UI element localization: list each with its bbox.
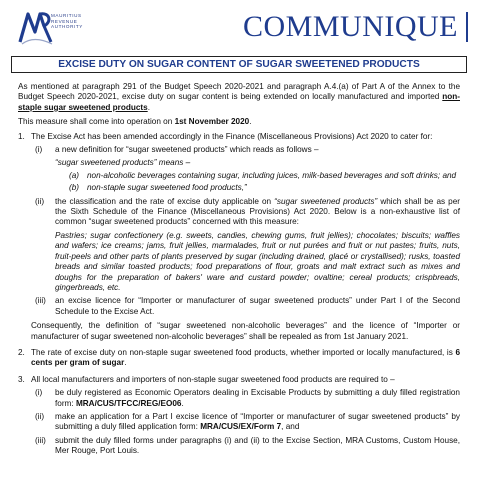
section-1-number: 1. [18,131,25,141]
definition-head: “sugar sweetened products” means – [55,158,191,168]
section-3-item-i [31,388,460,409]
application-form-code: MRA/CUS/EX/Form 7 [200,422,282,432]
registration-form-code: MRA/CUS/TFCC/REG/EO06 [75,398,182,408]
item-ii-italic: “sugar sweetened products” [274,196,378,206]
intro-emphasis: non-staple sugar sweetened products [18,92,460,112]
section-2-number: 2. [18,347,25,357]
header [0,0,480,54]
section-3-item-ii [31,412,460,433]
definition-b-text: non-staple sugar sweetened food products,” [87,183,247,193]
intro-text: As mentioned at paragraph 291 of the Budget Speech 2020-2021 and paragraph A.4.(a) of Part A of the Annex to the Budget Speech 2020-2021, excise duty on sugar content is being extended on locally manufactured and imported [18,82,460,102]
s3-item-ii-end: , and [281,422,300,432]
s3-item-ii-text: make an application for a Part I excise licence of “Importer or manufacturer of sugar sweetened products” by submitting a duly filled application form: [55,411,460,432]
definition-a [55,171,460,181]
logo-line-2: REVENUE [51,18,78,24]
logo-wordmark [51,13,83,30]
s3-item-i-end: . [181,398,184,408]
section-2 [18,348,460,369]
section-2-text: The rate of excise duty on non-staple sugar sweetened food products, whether imported or locally manufactured, is [31,347,456,357]
products-list: Pastries; sugar confectionery (e.g. sweets, candies, chewing gums, fruit jellies); chocolates; biscuits; waffles and wafers; ice creams; jams, fruit jellies, marmalades, fruit or nut purées and fruit or nut pastes; fruits, nuts, fruit-peels and other parts of plants preserved by sugar (including drained, glacé or crystallised); rusks, toasted breads and similar toasted products; food preparations of flour, groats and malt extract such as mixes and doughs for the preparation of bakers' ware and custard powder; ovaltine; cereal products; crispbreads, gingerbreads, etc. [55,230,460,292]
document-body [18,82,460,457]
section-3-text: All local manufacturers and importers of non-staple sugar sweetened food products are required to – [31,374,395,384]
logo-line-3: AUTHORITY [51,24,83,30]
section-1-item-ii [31,197,460,294]
s3-item-i-number: (i) [35,388,43,398]
section-2-rate: 6 cents per gram of sugar [31,347,460,368]
section-3 [18,375,460,457]
effective-date-paragraph [18,117,460,127]
intro-end: . [147,102,150,112]
effective-date: 1st November 2020 [174,117,250,127]
item-ii-text-2: which shall be as per the Sixth Schedule of the Finance (Miscellaneous Provisions) Act 2020. Below is a non-exhaustive list of common “sugar sweetened products” concerned with this measure: [55,196,460,227]
logo-line-1: MAURITIUS [51,13,82,18]
effective-text: This measure shall come into operation on [18,117,175,127]
section-1-text: The Excise Act has been amended accordingly in the Finance (Miscellaneous Provisions) Act 2020 to cater for: [31,131,433,141]
s3-item-iii-number: (iii) [35,435,46,445]
consequently-paragraph: Consequently, the definition of “sugar sweetened non-alcoholic beverages” and the licence of “Importer or manufacturer of sugar sweetened non-alcoholic beverages” shall be repealed as from 1st January 2021. [31,321,460,341]
document-title: EXCISE DUTY ON SUGAR CONTENT OF SUGAR SWEETENED PRODUCTS [11,56,467,73]
communique-heading: COMMUNIQUE [243,10,458,43]
s3-item-ii-number: (ii) [35,411,45,421]
item-iii-text: an excise licence for “Importer or manufacturer of sugar sweetened products” under Part I of the Second Schedule to the Excise Act. [55,296,460,316]
intro-paragraph [18,82,460,113]
header-accent-bar [466,12,468,42]
definition-a-number: (a) [69,170,80,180]
section-2-end: . [124,358,127,368]
definition-a-text: non-alcoholic beverages containing sugar, including juices, milk-based beverages and soft drinks; and [87,170,457,180]
definition-b-number: (b) [69,183,80,193]
item-i-number: (i) [35,145,43,155]
section-1-item-iii [31,296,460,317]
mra-logo-icon [18,8,54,46]
section-1 [18,132,460,342]
section-1-item-i [31,145,460,194]
definition-b [55,183,460,193]
effective-end: . [249,117,252,127]
section-3-item-iii [31,436,460,457]
section-3-number: 3. [18,374,25,384]
mra-logo [18,8,128,48]
item-iii-number: (iii) [35,296,46,306]
item-ii-text-1: the classification and the rate of excise duty applicable on [55,196,275,206]
item-ii-number: (ii) [35,196,45,206]
item-i-text: a new definition for “sugar sweetened products” which reads as follows – [55,145,319,155]
s3-item-iii-text: submit the duly filled forms under paragraphs (i) and (ii) to the Excise Section, MRA Customs, Custom House, Mer Rouge, Port Louis. [55,435,460,456]
s3-item-i-text: be duly registered as Economic Operators dealing in Excisable Products by submitting a duly filled registration form: [55,388,460,408]
